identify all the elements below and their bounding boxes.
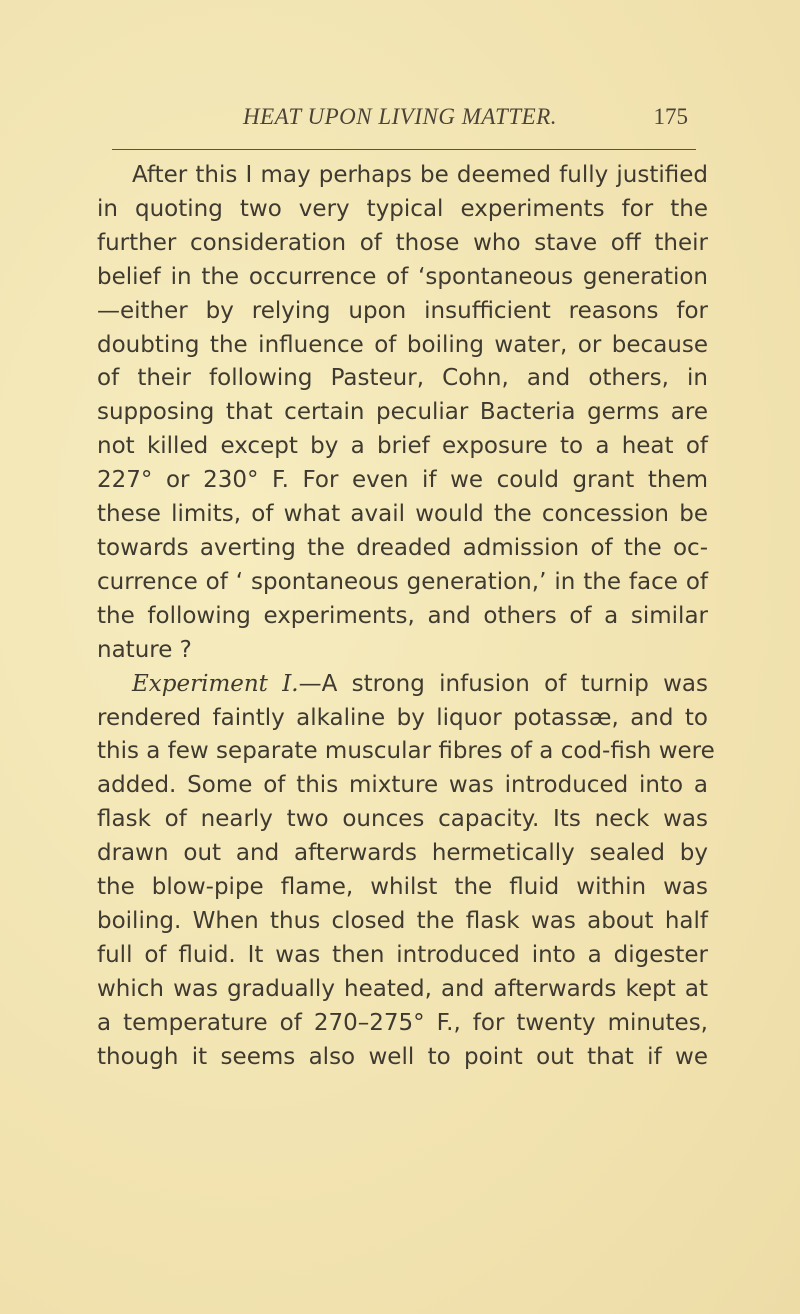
text-line: supposing that certain peculiar Bacteria germs are	[97, 399, 708, 426]
text-line: 227° or 230° F. For even if we could grant them	[97, 467, 708, 494]
text-line: added. Some of this mixture was introduced into a	[97, 772, 708, 799]
running-head	[112, 104, 688, 144]
text-line: drawn out and afterwards hermetically sealed by	[97, 840, 708, 867]
text-line: further consideration of those who stave off their	[97, 229, 708, 256]
text-line: belief in the occurrence of ‘spontaneous generation	[97, 263, 708, 290]
text-line: rendered faintly alkaline by liquor potassæ, and to	[97, 704, 708, 731]
text-line-rest: —A strong infusion of turnip was	[298, 670, 708, 697]
text-line: —either by relying upon insufficient reasons for	[97, 297, 708, 324]
text-line: these limits, of what avail would the concession be	[97, 501, 708, 528]
text-line: the following experiments, and others of a similar	[97, 602, 708, 629]
experiment-heading: Experiment I.	[132, 670, 299, 697]
paragraph-1	[97, 159, 708, 668]
text-line: this a few separate muscular fibres of a cod-fish were	[97, 738, 715, 765]
text-line: in quoting two very typical experiments for the	[97, 195, 708, 222]
paragraph-2	[97, 668, 715, 1075]
text-line: a temperature of 270–275° F., for twenty minutes,	[97, 1009, 708, 1036]
text-line: doubting the influence of boiling water, or because	[97, 331, 708, 358]
text-line: the blow-pipe flame, whilst the fluid within was	[97, 874, 708, 901]
text-line: though it seems also well to point out that if we	[97, 1043, 708, 1070]
page-number: 175	[653, 104, 688, 129]
text-line: of their following Pasteur, Cohn, and others, in	[97, 365, 708, 392]
text-line: boiling. When thus closed the flask was about half	[97, 907, 708, 934]
text-line: towards averting the dreaded admission of the oc-	[97, 534, 708, 561]
header-rule	[112, 149, 696, 150]
running-title: HEAT UPON LIVING MATTER.	[243, 104, 557, 129]
text-line: After this I may perhaps be deemed fully justified	[132, 162, 708, 188]
text-line: flask of nearly two ounces capacity. Its neck was	[97, 806, 708, 833]
body-text	[97, 159, 715, 1074]
text-line: currence of ‘ spontaneous generation,’ in the face of	[97, 568, 708, 595]
text-line	[97, 668, 708, 702]
text-line: full of fluid. It was then introduced into a digester	[97, 941, 708, 968]
text-line: not killed except by a brief exposure to a heat of	[97, 433, 708, 460]
text-line: nature ?	[97, 636, 192, 663]
text-line: which was gradually heated, and afterwards kept at	[97, 975, 708, 1002]
